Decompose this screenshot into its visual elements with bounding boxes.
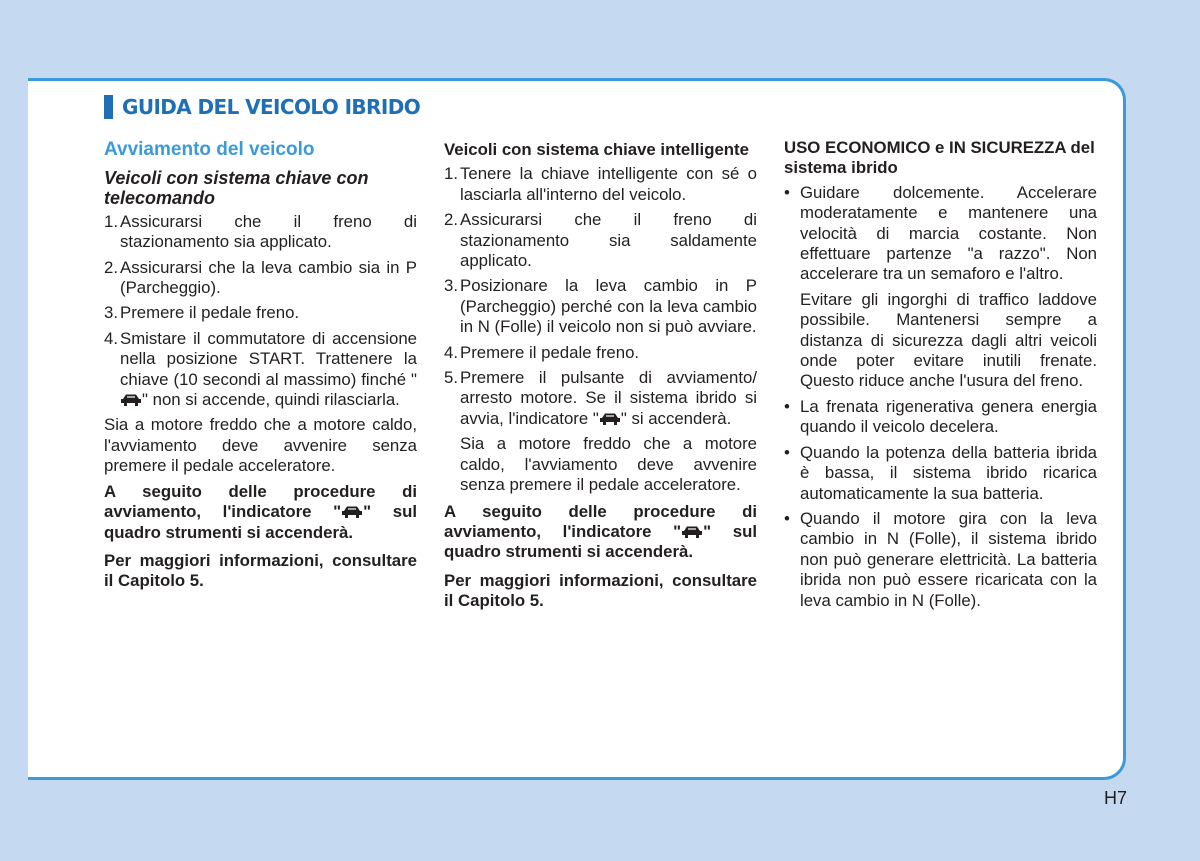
step-item: [104, 258, 417, 299]
step-text: " si accenderà.: [620, 408, 732, 428]
bullet-list: [784, 183, 1097, 285]
step-number: 3.: [104, 303, 118, 323]
step-text: Tenere la chiave intelligente con sé o lasciarla all'interno del veicolo.: [460, 164, 757, 204]
step-number: 5.: [444, 368, 458, 388]
hybrid-ready-car-icon: [120, 393, 142, 407]
hybrid-ready-car-icon: [681, 525, 703, 539]
step-text: Smistare il commutatore di accensione nella posizione START. Trattenere la chiave (10 secondi al massimo) finché ": [120, 328, 417, 389]
paragraph: Sia a motore freddo che a motore caldo, l'avviamento deve avvenire senza premere il pedale acceleratore.: [104, 415, 417, 476]
bullet-text: Guidare dolcemente. Accelerare moderatamente e mantenere una velocità di marcia costante. Non effettuare partenze "a razzo". Non accelerare tra un semaforo e l'altro.: [800, 182, 1097, 284]
step-item: [444, 368, 757, 429]
step-number: 4.: [444, 342, 458, 362]
section-title: Avviamento del veicolo: [104, 139, 315, 160]
bullet-icon: •: [784, 442, 790, 462]
page-number: H7: [1104, 788, 1128, 808]
header-bar: [104, 95, 113, 119]
step-item: [444, 276, 757, 337]
step-text: Premere il pedale freno.: [120, 303, 300, 323]
bullet-icon: •: [784, 508, 790, 528]
steps-list: [104, 212, 417, 411]
paragraph-text: A seguito delle procedure di avviamento, l'indicatore ": [444, 501, 757, 541]
step-item: [444, 343, 757, 363]
column-2: [444, 138, 757, 617]
subtitle: Veicoli con sistema chiave con telecomando: [104, 168, 369, 209]
hybrid-ready-car-icon: [599, 412, 621, 426]
header-title: GUIDA DEL VEICOLO IBRIDO: [122, 95, 421, 119]
step-note: Sia a motore freddo che a motore caldo, l'avviamento deve avvenire senza premere il pedale acceleratore.: [460, 434, 757, 495]
bullet-icon: •: [784, 182, 790, 202]
step-item: [444, 164, 757, 205]
sub-heading: USO ECONOMICO e IN SICUREZZA del sistema ibrido: [784, 138, 1095, 178]
step-text: Premere il pedale freno.: [460, 342, 640, 362]
paragraph-bold: Per maggiori informazioni, consultare il Capitolo 5.: [444, 570, 757, 611]
bullet-list: [784, 397, 1097, 611]
step-number: 3.: [444, 276, 458, 296]
step-item: [104, 212, 417, 253]
step-number: 1.: [444, 164, 458, 184]
step-text: " non si accende, quindi rilasciarla.: [142, 390, 400, 410]
paragraph-text: " sul quadro strumenti si accenderà.: [104, 502, 417, 542]
paragraph-bold: [444, 502, 757, 563]
bullet-item: [784, 509, 1097, 611]
step-item: [444, 210, 757, 271]
step-text: Premere il pulsante di avviamento/ arresto motore. Se il sistema ibrido si avvia, l'indicatore ": [460, 368, 757, 428]
paragraph-bold: [104, 482, 417, 543]
step-number: 2.: [104, 257, 118, 277]
paragraph-text: A seguito delle procedure di avviamento, l'indicatore ": [104, 481, 417, 522]
bullet-item: [784, 397, 1097, 438]
step-number: 4.: [104, 328, 118, 348]
step-item: [104, 329, 417, 411]
column-3: [784, 138, 1097, 616]
bullet-item: [784, 183, 1097, 285]
paragraph-text: " sul quadro strumenti si accenderà.: [444, 521, 757, 562]
bullet-text: La frenata rigenerativa genera energia quando il veicolo decelera.: [800, 396, 1097, 437]
bullet-icon: •: [784, 396, 790, 416]
step-number: 2.: [444, 210, 458, 230]
section-header: [104, 95, 420, 119]
column-1: [104, 138, 417, 597]
step-number: 1.: [104, 211, 118, 231]
step-text: Posizionare la leva cambio in P (Parcheggio) perché con la leva cambio in N (Folle) il veicolo non si può avviare.: [460, 276, 757, 337]
bullet-text: Quando il motore gira con la leva cambio in N (Folle), il sistema ibrido non può generare elettricità. La batteria ibrida non può essere ricaricata con la leva cambio in N (Folle).: [800, 508, 1097, 610]
sub-heading: Veicoli con sistema chiave intelligente: [444, 140, 749, 159]
step-item: [104, 303, 417, 323]
paragraph-bold: Per maggiori informazioni, consultare il Capitolo 5.: [104, 550, 417, 591]
step-text: Assicurarsi che il freno di stazionamento sia saldamente applicato.: [460, 210, 757, 271]
step-text: Assicurarsi che la leva cambio sia in P (Parcheggio).: [120, 257, 417, 298]
bullet-item: [784, 443, 1097, 504]
step-text: Assicurarsi che il freno di stazionamento sia applicato.: [120, 211, 417, 252]
bullet-text: Quando la potenza della batteria ibrida è bassa, il sistema ibrido ricarica automaticamente la sua batteria.: [800, 442, 1097, 503]
hybrid-ready-car-icon: [341, 505, 363, 519]
bullet-note: Evitare gli ingorghi di traffico laddove possibile. Mantenersi sempre a distanza di sicurezza dagli altri veicoli onde poter evitare inutili frenate. Questo riduce anche l'usura del freno.: [800, 289, 1097, 391]
steps-list: [444, 164, 757, 429]
